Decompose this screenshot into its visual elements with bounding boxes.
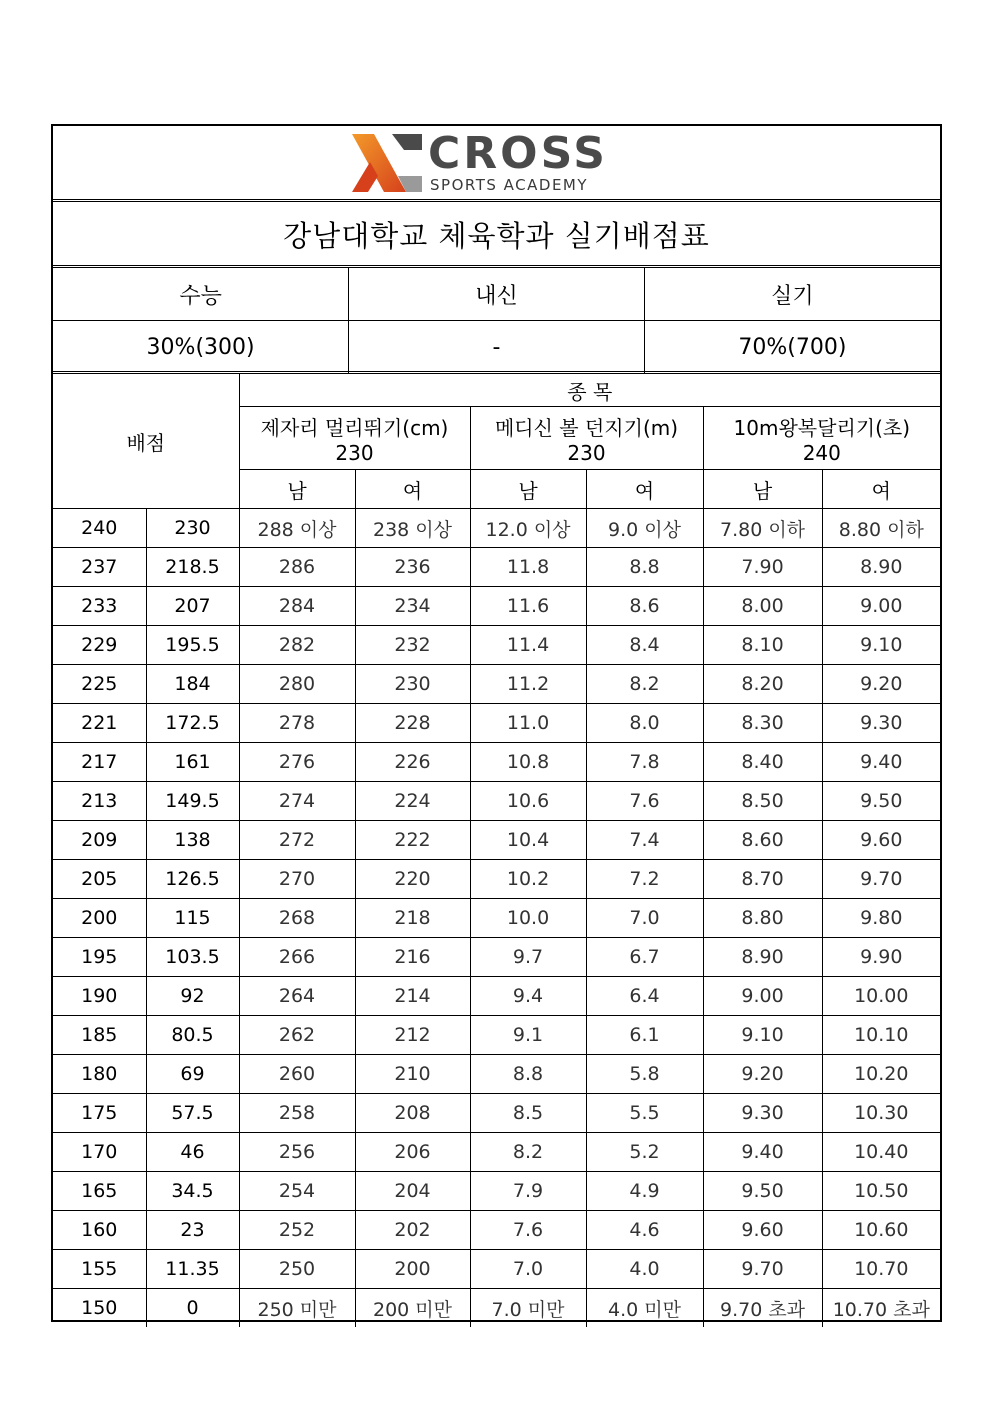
record-cell: 10.8 — [470, 743, 586, 782]
gender-female: 여 — [355, 470, 470, 509]
event-score-cell: 46 — [146, 1133, 239, 1172]
record-cell: 5.5 — [586, 1094, 703, 1133]
record-cell: 9.10 — [703, 1016, 822, 1055]
table-row — [53, 977, 940, 1016]
record-cell: 11.8 — [470, 548, 586, 587]
total-score-cell: 240 — [53, 509, 146, 548]
table-row — [53, 1094, 940, 1133]
record-cell: 11.4 — [470, 626, 586, 665]
event-name: 10m왕복달리기(초) — [733, 415, 911, 440]
total-score-cell: 213 — [53, 782, 146, 821]
total-score-cell: 175 — [53, 1094, 146, 1133]
record-cell: 10.00 — [822, 977, 940, 1016]
gender-male: 남 — [470, 470, 586, 509]
record-cell: 8.0 — [586, 704, 703, 743]
record-cell: 7.9 — [470, 1172, 586, 1211]
value-naesin: - — [349, 321, 645, 374]
event-medicine-ball — [470, 407, 703, 470]
event-score-cell: 92 — [146, 977, 239, 1016]
record-cell: 250 — [239, 1250, 355, 1289]
record-cell: 11.6 — [470, 587, 586, 626]
event-max: 230 — [567, 440, 606, 465]
total-score-cell: 190 — [53, 977, 146, 1016]
record-cell: 9.00 — [822, 587, 940, 626]
record-cell: 274 — [239, 782, 355, 821]
record-cell: 10.10 — [822, 1016, 940, 1055]
event-score-cell: 23 — [146, 1211, 239, 1250]
record-cell: 10.6 — [470, 782, 586, 821]
total-score-cell: 150 — [53, 1289, 146, 1328]
value-silgi: 70%(700) — [644, 321, 940, 374]
table-row — [53, 743, 940, 782]
record-cell: 262 — [239, 1016, 355, 1055]
record-cell: 230 — [355, 665, 470, 704]
record-cell: 9.00 — [703, 977, 822, 1016]
event-score-cell: 138 — [146, 821, 239, 860]
record-cell: 9.60 — [822, 821, 940, 860]
record-cell: 9.60 — [703, 1211, 822, 1250]
record-cell: 7.90 — [703, 548, 822, 587]
record-cell: 6.7 — [586, 938, 703, 977]
gender-female: 여 — [586, 470, 703, 509]
total-score-cell: 170 — [53, 1133, 146, 1172]
table-row — [53, 821, 940, 860]
record-cell: 9.40 — [703, 1133, 822, 1172]
table-row — [53, 1133, 940, 1172]
record-cell: 8.4 — [586, 626, 703, 665]
record-cell: 226 — [355, 743, 470, 782]
event-score-cell: 149.5 — [146, 782, 239, 821]
gender-male: 남 — [239, 470, 355, 509]
score-header: 배점 — [53, 374, 239, 509]
record-cell: 7.8 — [586, 743, 703, 782]
total-score-cell: 180 — [53, 1055, 146, 1094]
record-cell: 9.70 — [703, 1250, 822, 1289]
event-score-cell: 207 — [146, 587, 239, 626]
record-cell: 214 — [355, 977, 470, 1016]
record-cell: 208 — [355, 1094, 470, 1133]
record-cell: 280 — [239, 665, 355, 704]
weight-table — [53, 268, 940, 374]
gender-male: 남 — [703, 470, 822, 509]
total-score-cell: 221 — [53, 704, 146, 743]
table-row — [53, 1211, 940, 1250]
total-score-cell: 165 — [53, 1172, 146, 1211]
event-name: 제자리 멀리뛰기(cm) — [260, 415, 449, 440]
record-cell: 11.2 — [470, 665, 586, 704]
record-cell: 8.00 — [703, 587, 822, 626]
event-score-cell: 80.5 — [146, 1016, 239, 1055]
record-cell: 220 — [355, 860, 470, 899]
record-cell: 212 — [355, 1016, 470, 1055]
record-cell: 7.6 — [586, 782, 703, 821]
event-long-jump — [239, 407, 470, 470]
record-cell: 8.90 — [703, 938, 822, 977]
events-header: 종 목 — [239, 374, 940, 407]
record-cell: 202 — [355, 1211, 470, 1250]
record-cell: 210 — [355, 1055, 470, 1094]
record-cell: 216 — [355, 938, 470, 977]
record-cell: 8.20 — [703, 665, 822, 704]
record-cell: 8.8 — [470, 1055, 586, 1094]
record-cell: 9.80 — [822, 899, 940, 938]
event-score-cell: 103.5 — [146, 938, 239, 977]
total-score-cell: 195 — [53, 938, 146, 977]
table-row — [53, 782, 940, 821]
header-suneung: 수능 — [53, 268, 349, 321]
total-score-cell: 233 — [53, 587, 146, 626]
table-row — [53, 665, 940, 704]
record-cell: 9.0 이상 — [586, 509, 703, 548]
record-cell: 272 — [239, 821, 355, 860]
record-cell: 7.4 — [586, 821, 703, 860]
record-cell: 8.60 — [703, 821, 822, 860]
record-cell: 11.0 — [470, 704, 586, 743]
record-cell: 9.50 — [703, 1172, 822, 1211]
record-cell: 6.1 — [586, 1016, 703, 1055]
event-score-cell: 11.35 — [146, 1250, 239, 1289]
value-suneung: 30%(300) — [53, 321, 349, 374]
score-table — [53, 374, 940, 1327]
record-cell: 206 — [355, 1133, 470, 1172]
total-score-cell: 209 — [53, 821, 146, 860]
total-score-cell: 229 — [53, 626, 146, 665]
table-row — [53, 587, 940, 626]
brand-name: CROSS — [428, 128, 608, 179]
record-cell: 286 — [239, 548, 355, 587]
record-cell: 9.70 초과 — [703, 1289, 822, 1328]
table-row — [53, 1172, 940, 1211]
record-cell: 9.90 — [822, 938, 940, 977]
event-score-cell: 57.5 — [146, 1094, 239, 1133]
total-score-cell: 200 — [53, 899, 146, 938]
record-cell: 9.30 — [703, 1094, 822, 1133]
record-cell: 238 이상 — [355, 509, 470, 548]
record-cell: 270 — [239, 860, 355, 899]
record-cell: 10.4 — [470, 821, 586, 860]
record-cell: 8.10 — [703, 626, 822, 665]
divider — [53, 199, 940, 202]
event-name: 메디신 볼 던지기(m) — [494, 415, 679, 440]
record-cell: 8.50 — [703, 782, 822, 821]
record-cell: 6.4 — [586, 977, 703, 1016]
record-cell: 9.7 — [470, 938, 586, 977]
record-cell: 4.0 미만 — [586, 1289, 703, 1328]
event-max: 230 — [335, 440, 374, 465]
record-cell: 254 — [239, 1172, 355, 1211]
record-cell: 10.0 — [470, 899, 586, 938]
event-shuttle-run — [703, 407, 940, 470]
table-row — [53, 860, 940, 899]
record-cell: 268 — [239, 899, 355, 938]
record-cell: 278 — [239, 704, 355, 743]
total-score-cell: 155 — [53, 1250, 146, 1289]
record-cell: 5.8 — [586, 1055, 703, 1094]
record-cell: 284 — [239, 587, 355, 626]
record-cell: 218 — [355, 899, 470, 938]
total-score-cell: 160 — [53, 1211, 146, 1250]
logo-row — [53, 126, 940, 200]
record-cell: 200 — [355, 1250, 470, 1289]
event-max: 240 — [802, 440, 841, 465]
record-cell: 4.6 — [586, 1211, 703, 1250]
record-cell: 8.80 이하 — [822, 509, 940, 548]
record-cell: 8.5 — [470, 1094, 586, 1133]
event-score-cell: 184 — [146, 665, 239, 704]
record-cell: 7.0 — [470, 1250, 586, 1289]
record-cell: 9.10 — [822, 626, 940, 665]
record-cell: 8.70 — [703, 860, 822, 899]
event-score-cell: 172.5 — [146, 704, 239, 743]
record-cell: 9.50 — [822, 782, 940, 821]
page-title: 강남대학교 체육학과 실기배점표 — [283, 218, 710, 253]
record-cell: 252 — [239, 1211, 355, 1250]
table-row — [53, 1016, 940, 1055]
total-score-cell: 185 — [53, 1016, 146, 1055]
record-cell: 232 — [355, 626, 470, 665]
record-cell: 10.50 — [822, 1172, 940, 1211]
record-cell: 250 미만 — [239, 1289, 355, 1328]
table-row — [53, 1055, 940, 1094]
record-cell: 288 이상 — [239, 509, 355, 548]
record-cell: 9.20 — [703, 1055, 822, 1094]
record-cell: 9.70 — [822, 860, 940, 899]
table-row — [53, 626, 940, 665]
header-naesin: 내신 — [349, 268, 645, 321]
record-cell: 10.70 초과 — [822, 1289, 940, 1328]
table-row — [53, 938, 940, 977]
score-sheet — [51, 124, 942, 1322]
record-cell: 222 — [355, 821, 470, 860]
record-cell: 200 미만 — [355, 1289, 470, 1328]
record-cell: 224 — [355, 782, 470, 821]
record-cell: 10.60 — [822, 1211, 940, 1250]
table-row — [53, 548, 940, 587]
table-row — [53, 1289, 940, 1328]
record-cell: 266 — [239, 938, 355, 977]
event-score-cell: 230 — [146, 509, 239, 548]
record-cell: 7.0 — [586, 899, 703, 938]
record-cell: 10.30 — [822, 1094, 940, 1133]
total-score-cell: 225 — [53, 665, 146, 704]
record-cell: 10.70 — [822, 1250, 940, 1289]
record-cell: 236 — [355, 548, 470, 587]
record-cell: 8.2 — [586, 665, 703, 704]
table-row — [53, 899, 940, 938]
record-cell: 7.6 — [470, 1211, 586, 1250]
record-cell: 10.20 — [822, 1055, 940, 1094]
cross-x-icon — [348, 132, 428, 194]
record-cell: 234 — [355, 587, 470, 626]
record-cell: 9.1 — [470, 1016, 586, 1055]
event-score-cell: 0 — [146, 1289, 239, 1328]
record-cell: 204 — [355, 1172, 470, 1211]
record-cell: 256 — [239, 1133, 355, 1172]
record-cell: 228 — [355, 704, 470, 743]
record-cell: 258 — [239, 1094, 355, 1133]
header-silgi: 실기 — [644, 268, 940, 321]
total-score-cell: 217 — [53, 743, 146, 782]
record-cell: 9.40 — [822, 743, 940, 782]
event-score-cell: 34.5 — [146, 1172, 239, 1211]
record-cell: 264 — [239, 977, 355, 1016]
event-score-cell: 218.5 — [146, 548, 239, 587]
event-score-cell: 161 — [146, 743, 239, 782]
record-cell: 4.9 — [586, 1172, 703, 1211]
event-score-cell: 69 — [146, 1055, 239, 1094]
record-cell: 260 — [239, 1055, 355, 1094]
table-row — [53, 704, 940, 743]
record-cell: 8.6 — [586, 587, 703, 626]
record-cell: 5.2 — [586, 1133, 703, 1172]
table-row — [53, 1250, 940, 1289]
record-cell: 10.40 — [822, 1133, 940, 1172]
brand-tagline: SPORTS ACADEMY — [430, 176, 589, 194]
cross-logo — [348, 128, 638, 194]
record-cell: 8.80 — [703, 899, 822, 938]
event-score-cell: 126.5 — [146, 860, 239, 899]
total-score-cell: 237 — [53, 548, 146, 587]
record-cell: 8.2 — [470, 1133, 586, 1172]
record-cell: 8.40 — [703, 743, 822, 782]
record-cell: 8.90 — [822, 548, 940, 587]
event-score-cell: 195.5 — [146, 626, 239, 665]
record-cell: 10.2 — [470, 860, 586, 899]
record-cell: 4.0 — [586, 1250, 703, 1289]
gender-female: 여 — [822, 470, 940, 509]
total-score-cell: 205 — [53, 860, 146, 899]
record-cell: 7.2 — [586, 860, 703, 899]
event-score-cell: 115 — [146, 899, 239, 938]
record-cell: 7.0 미만 — [470, 1289, 586, 1328]
record-cell: 12.0 이상 — [470, 509, 586, 548]
record-cell: 9.30 — [822, 704, 940, 743]
record-cell: 276 — [239, 743, 355, 782]
record-cell: 7.80 이하 — [703, 509, 822, 548]
table-row — [53, 509, 940, 548]
record-cell: 8.30 — [703, 704, 822, 743]
record-cell: 282 — [239, 626, 355, 665]
record-cell: 9.4 — [470, 977, 586, 1016]
record-cell: 9.20 — [822, 665, 940, 704]
record-cell: 8.8 — [586, 548, 703, 587]
